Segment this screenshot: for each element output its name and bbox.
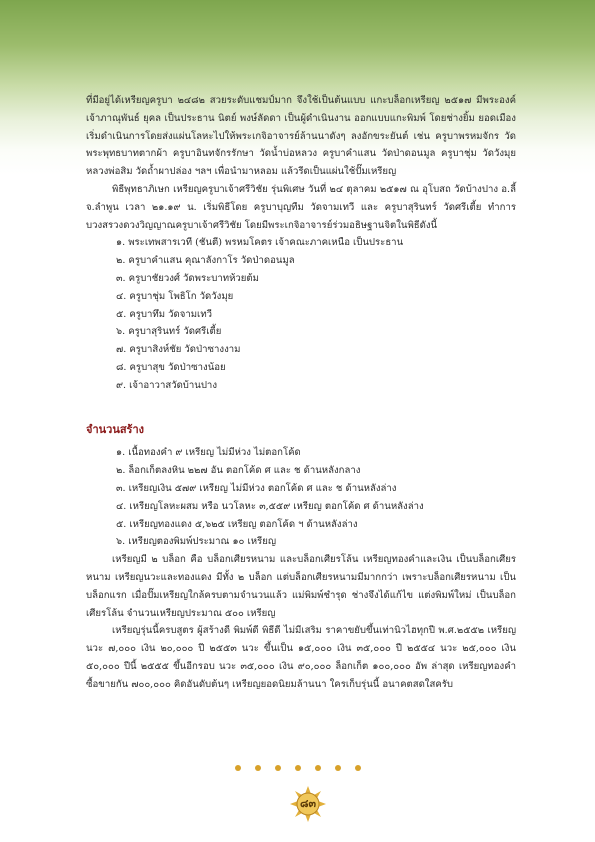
- list-item: ๒. ล็อกเก็ตลงหิน ๒๒๗ อัน ตอกโค้ด ศ และ ช ด้านหลังกลาง: [116, 465, 361, 477]
- list-item: ๕. เหรียญทองแดง ๕,๖๒๕ เหรียญ ตอกโค้ด ฯ ด้านหลังล่าง: [116, 518, 358, 530]
- list-item: ๒. ครูบาคำแสน คุณาลังกาโร วัดป่าดอนมูล: [116, 255, 295, 267]
- ceremony-paragraph: พิธีพุทธาภิเษก เหรียญครูบาเจ้าศรีวิชัย รุ่นพิเศษ วันที่ ๒๔ ตุลาคม ๒๕๑๗ ณ อุโบสถ วัดบ้างปาง อ.ลี้ จ.ลำพูน เวลา ๒๑.๑๙ น. เริ่มพิธีโดย ครูบาบุญทืม วัดจามเทวี และ ครูบาสุรินทร์ วัดศรีเตี้ย ทำการบวงสรวงดวงวิญญาณครูบาเจ้าศรีวิชัย โดยมีพระเกจิอาจารย์ร่วมอธิษฐานจิตในพิธีดังนี้: [86, 183, 516, 231]
- quantity-list: [86, 444, 516, 551]
- price-paragraph: เหรียญรุ่นนี้ครบสูตร ผู้สร้างดี พิมพ์ดี พิธีดี ไม่มีเสริม ราคาขยับขึ้นเท่านิวไฮทุกปี พ.ศ.๒๕๕๒ เหรียญนวะ ๗,๐๐๐ เงิน ๒๐,๐๐๐ ปี ๒๕๕๓ นวะ ขึ้นเป็น ๑๕,๐๐๐ เงิน ๓๕,๐๐๐ ปี ๒๕๕๔ นวะ ๒๕,๐๐๐ เงิน ๕๐,๐๐๐ ปีนี้ ๒๕๕๕ ขึ้นอีกรอบ นวะ ๓๕,๐๐๐ เงิน ๙๐,๐๐๐ ล็อกเก็ต ๑๐๐,๐๐๐ อัพ ล่าสุด เหรียญทองคำ ซื้อขายกัน ๗๐๐,๐๐๐ คิดอันดับต้นๆ เหรียญยอดนิยมล้านนา ใครเก็บรุ่นนี้ อนาคตสดใสครับ: [86, 625, 516, 690]
- dot-icon: [255, 765, 261, 771]
- list-item: ๔. ครูบาชุ่ม โพธิโก วัดวังมุย: [116, 290, 234, 302]
- ceremony-monk-list: [86, 234, 516, 394]
- dot-icon: [235, 765, 241, 771]
- dot-icon: [275, 765, 281, 771]
- list-item: ๗. ครูบาสิงห์ชัย วัดป่าซางงาม: [116, 344, 241, 356]
- list-item: ๖. เหรียญตองพิมพ์ประมาณ ๑๐ เหรียญ: [116, 536, 276, 548]
- dot-icon: [295, 765, 301, 771]
- dot-icon: [315, 765, 321, 771]
- list-item: ๘. ครูบาสุข วัดป่าซางน้อย: [116, 361, 226, 373]
- page-number-badge: [290, 786, 326, 822]
- list-item: ๑. พระเทพสารเวที (ชันตี) พรหมโคตร เจ้าคณะภาคเหนือ เป็นประธาน: [116, 237, 404, 249]
- list-item: ๓. ครูบาชัยวงศ์ วัดพระบาทห้วยต้ม: [116, 272, 259, 284]
- list-item: ๖. ครูบาสุรินทร์ วัดศรีเตี้ย: [116, 326, 222, 338]
- dot-icon: [355, 765, 361, 771]
- page-number: ๘๓: [299, 797, 316, 810]
- article-body: [86, 92, 516, 694]
- dot-icon: [335, 765, 341, 771]
- list-item: ๓. เหรียญเงิน ๕๗๙ เหรียญ ไม่มีห่วง ตอกโค้ด ศ และ ช ด้านหลังล่าง: [116, 482, 397, 494]
- intro-paragraph: ที่มีอยู่ได้เหรียญครูบา ๒๔๘๒ สวยระดับแชมป์มาก จึงใช้เป็นต้นแบบ แกะบล็อกเหรียญ ๒๕๑๗ มีพระองค์เจ้าภาณุพันธ์ ยุคล เป็นประธาน นิตย์ พงษ์ลัดดา เป็นผู้ดำเนินงาน ออกแบบแกะพิมพ์ โดยช่างยิ้ม ยอดเมือง เริ่มดำเนินการโดยส่งแผ่นโลหะไปให้พระเกจิอาจารย์ล้านนาดังๆ ลงอักขระยันต์ เช่น ครูบาพรหมจักร วัดพระพุทธบาทตากผ้า ครูบาอินทจักรรักษา วัดน้ำบ่อหลวง ครูบาคำแสน วัดป่าดอนมูล ครูบาชุ่ม วัดวังมุย หลวงพ่อสิม วัดถ้ำผาปล่อง ฯลฯ เพื่อนำมาหลอม แล้วรีดเป็นแผ่นใช้ปั๊มเหรียญ: [86, 95, 516, 178]
- list-item: ๕. ครูบาทึม วัดจามเทวี: [116, 308, 213, 320]
- section-title-quantity: จำนวนสร้าง: [86, 422, 145, 436]
- block-paragraph: เหรียญมี ๒ บล็อก คือ บล็อกเศียรหนาม และบล็อกเศียรโล้น เหรียญทองคำและเงิน เป็นบล็อกเศียรหนาม เหรียญนวะและทองแดง มีทั้ง ๒ บล็อก แต่บล็อกเศียรหนามมีมากกว่า เพราะบล็อกเศียรหนาม เป็นบล็อกแรก เมื่อปั๊มเหรียญใกล้ครบตามจำนวนแล้ว แม่พิมพ์ชำรุด ช่างจึงได้แก้ไข แต่งพิมพ์ใหม่ เป็นบล็อกเศียรโล้น จำนวนเหรียญประมาณ ๕๐๐ เหรียญ: [86, 554, 516, 619]
- list-item: ๙. เจ้าอาวาสวัดบ้านปาง: [116, 379, 218, 391]
- list-item: ๔. เหรียญโลหะผสม หรือ นวโลหะ ๓,๕๕๙ เหรียญ ตอกโค้ด ศ ด้านหลังล่าง: [116, 500, 424, 512]
- decorative-dot-divider: [0, 756, 595, 775]
- list-item: ๑. เนื้อทองคำ ๙ เหรียญ ไม่มีห่วง ไม่ตอกโค้ด: [116, 447, 301, 459]
